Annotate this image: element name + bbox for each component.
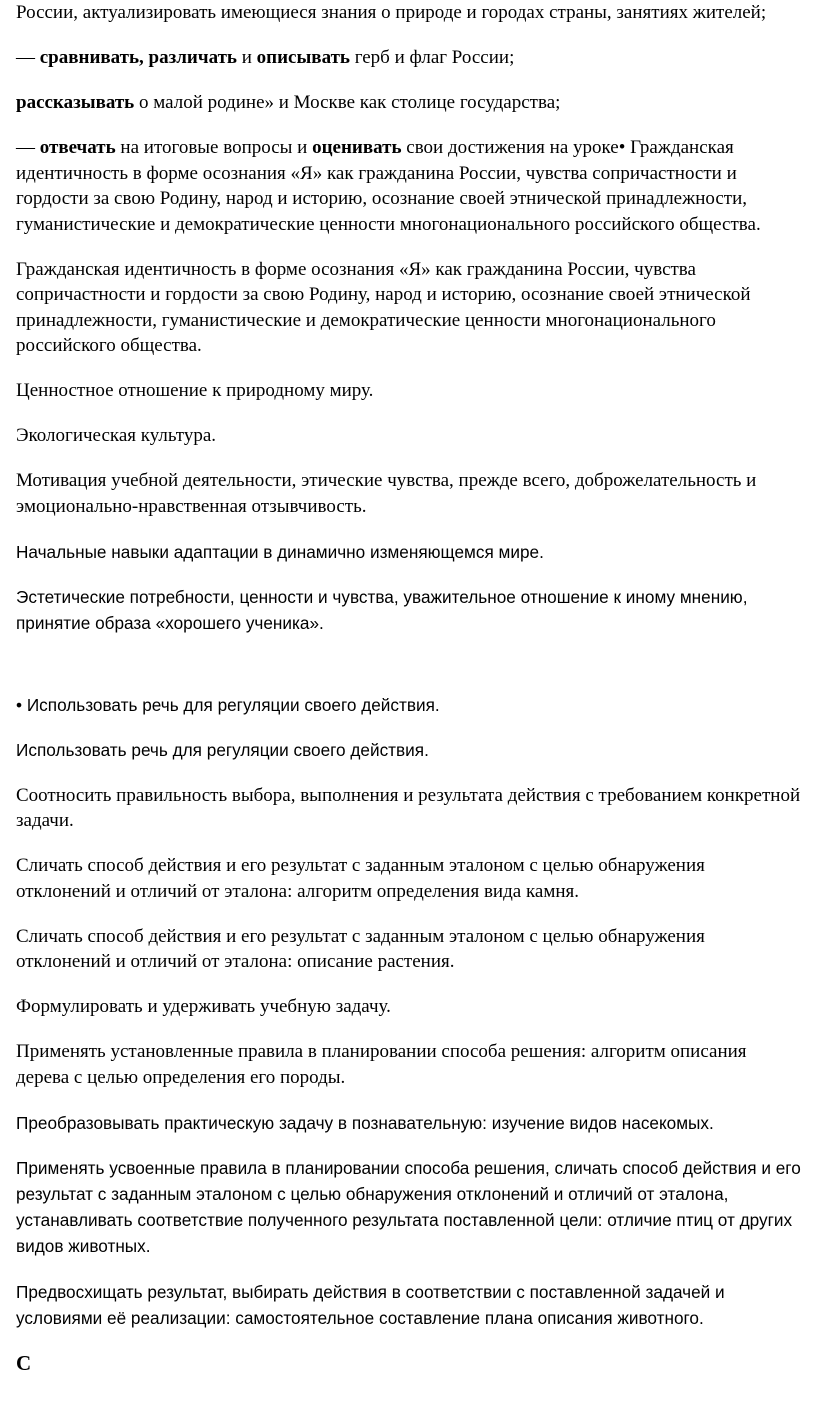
paragraph-insects: Преобразовывать практическую задачу в познавательную: изучение видов насекомых. (16, 1112, 714, 1133)
text-speech-regulation: Использовать речь для регуляции своего действия. (26, 694, 440, 715)
paragraph-adaptation: Начальные навыки адаптации в динамично изменяющемся мире. (16, 541, 544, 562)
bold-verb-describe: описывать (256, 47, 350, 68)
bullet-icon: • (16, 694, 23, 715)
text-and: и (241, 47, 252, 68)
text-achievements: свои достижения на уроке (406, 137, 619, 158)
paragraph-formulate: Формулировать и удерживать учебную задачу. (16, 996, 391, 1017)
text-civic-identity: Гражданская идентичность в форме осознания «Я» как гражданина России, чувства сопричастности и гордости за свою Родину, народ и историю, осознание своей этнической принадлежности, гуманистические и демократические ценности многонационального российского общества. (16, 137, 761, 235)
paragraph-tell-homeland (16, 90, 802, 116)
paragraph-civic-identity: Гражданская идентичность в форме осознания «Я» как гражданина России, чувства сопричастности и гордости за свою Родину, народ и историю, осознание своей этнической принадлежности, гуманистические и демократические ценности многонационального российского общества. (16, 258, 751, 356)
paragraph-speech: Использовать речь для регуляции своего действия. (16, 740, 429, 760)
paragraph-birds: Применять усвоенные правила в планировании способа решения, сличать способ действия и его результат с заданным эталоном с целью обнаружения отклонений и отличий от эталона, устанавливать соответствие полученного результата поставленной цели: отличие птиц от других видов животных. (16, 1158, 801, 1256)
paragraph-fragment: С (16, 1351, 32, 1375)
paragraph-aesthetic: Эстетические потребности, ценности и чувства, уважительное отношение к иному мнению, принятие образа «хорошего ученика». (16, 587, 748, 633)
spacer (16, 656, 802, 692)
text-final-questions: на итоговые вопросы и (120, 137, 308, 158)
paragraph-speech-bullet (16, 692, 802, 718)
paragraph-ecology: Экологическая культура. (16, 425, 217, 446)
paragraph-motivation: Мотивация учебной деятельности, этические чувства, прежде всего, доброжелательность и эмоционально-нравственная отзывчивость. (16, 470, 757, 517)
bold-verb-evaluate: оценивать (312, 137, 402, 158)
paragraph-tree-algorithm: Применять установленные правила в планировании способа решения: алгоритм описания дерева с целью определения его породы. (16, 1041, 747, 1088)
paragraph-correlate: Соотносить правильность выбора, выполнения и результата действия с требованием конкретной задачи. (16, 784, 801, 831)
paragraph-compare-emblem (16, 45, 802, 71)
text-homeland: о малой родине» и Москве как столице государства; (138, 92, 561, 113)
text-emblem-flag: герб и флаг России; (354, 47, 515, 68)
paragraph-nature-value: Ценностное отношение к природному миру. (16, 380, 374, 401)
paragraph-answer-evaluate (16, 135, 802, 237)
bold-verb-answer: отвечать (39, 137, 116, 158)
paragraph-russia-knowledge: России, актуализировать имеющиеся знания о природе и городах страны, занятиях жителей; (16, 2, 767, 23)
bold-verbs-compare: сравнивать, различать (39, 47, 237, 68)
paragraph-animal-plan: Предвосхищать результат, выбирать действия в соответствии с поставленной задачей и условиями её реализации: самостоятельное составление плана описания животного. (16, 1281, 725, 1328)
bullet-icon: • (618, 137, 626, 158)
bold-verb-tell: рассказывать (16, 92, 135, 113)
dash: — (16, 47, 35, 68)
paragraph-compare-plant: Сличать способ действия и его результат с заданным эталоном с целью обнаружения отклонений и отличий от эталона: описание растения. (16, 925, 705, 972)
dash: — (16, 137, 35, 158)
paragraph-compare-stone: Сличать способ действия и его результат с заданным эталоном с целью обнаружения отклонений и отличий от эталона: алгоритм определения вида камня. (16, 855, 705, 902)
